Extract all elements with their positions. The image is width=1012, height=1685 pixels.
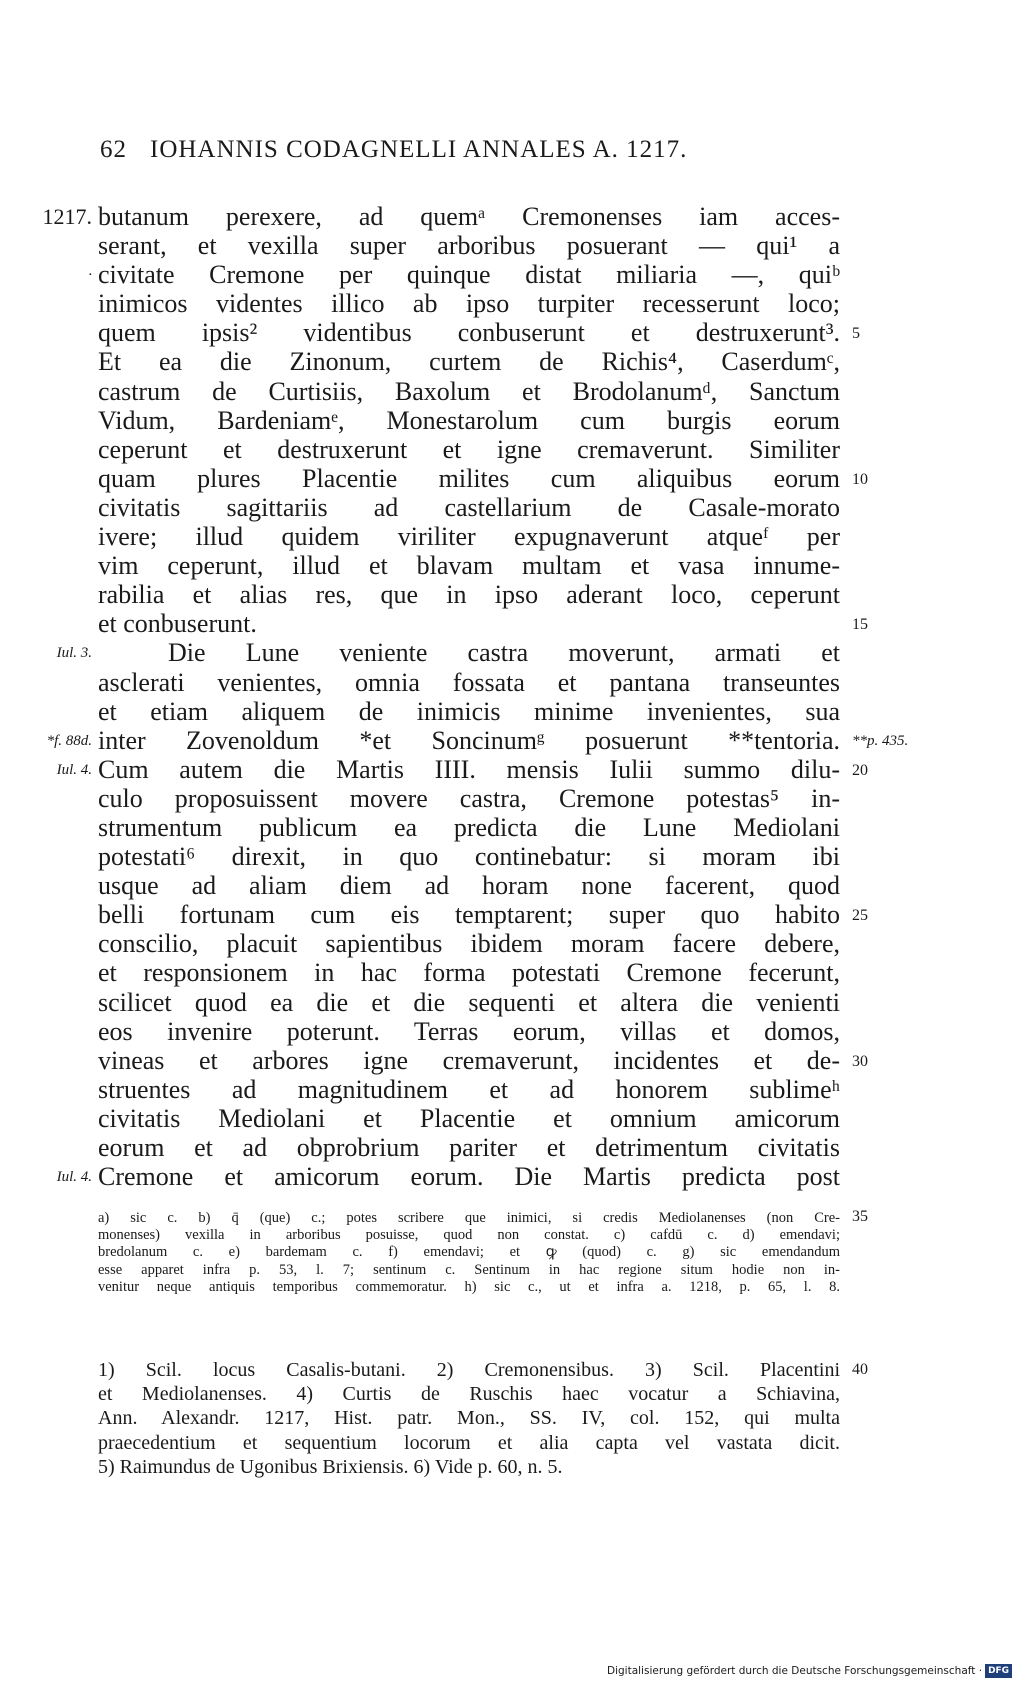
text-line	[98, 1455, 840, 1479]
line-text: eos invenire poterunt. Terras eorum, villas et domos,	[98, 1016, 840, 1046]
page-header	[0, 136, 1000, 176]
text-line	[98, 813, 840, 842]
line-text: culo proposuissent movere castra, Cremone potestas⁵ in-	[98, 783, 840, 813]
text-line	[98, 842, 840, 871]
text-line	[98, 435, 840, 464]
text-line	[46, 725, 909, 755]
line-text: inter Zovenoldum *et Soncinumᵍ posuerunt **tentoria.	[98, 725, 840, 755]
text-line	[98, 1358, 868, 1382]
left-margin-note: Iul. 4.	[56, 761, 92, 778]
text-line	[98, 697, 840, 726]
line-text: quam plures Placentie milites cum aliquibus eorum	[98, 463, 840, 493]
left-margin-note: *f. 88d.	[46, 732, 92, 749]
text-line	[56, 1162, 840, 1192]
line-text: praecedentium et sequentium locorum et alia capta vel vastata dicit.	[98, 1431, 840, 1454]
text-line	[98, 406, 840, 435]
text-line	[98, 668, 840, 697]
footnotes	[98, 1358, 868, 1479]
line-text: rabilia et alias res, que in ipso aderant loco, ceperunt	[98, 580, 840, 610]
line-text: castrum de Curtisiis, Baxolum et Brodolanumᵈ, Sanctum	[98, 376, 840, 406]
line-text: eorum et ad obprobrium pariter et detrimentum civitatis	[98, 1133, 840, 1162]
line-text: conscilio, placuit sapientibus ibidem moram facere debere,	[98, 929, 840, 959]
line-text: et etiam aliquem de inimicis minime invenientes, sua	[98, 696, 840, 726]
credit-text: Digitalisierung gefördert durch die Deutsche Forschungsgemeinschaft ·	[607, 1665, 983, 1677]
text-line	[98, 347, 840, 376]
line-text: venitur neque antiquis temporibus commemoratur. h) sic c., ut et infra a. 1218, p. 65, l. 8.	[98, 1278, 840, 1295]
digitization-credit	[607, 1663, 1012, 1679]
line-text: inimicos videntes illico ab ipso turpiter recesserunt loco;	[98, 289, 840, 319]
text-line	[56, 638, 840, 668]
text-line	[98, 1406, 840, 1430]
line-text: bredolanum c. e) bardemam c. f) emendavi; et ꝙ (quod) c. g) sic emendandum	[98, 1244, 840, 1261]
line-text: 5) Raimundus de Ugonibus Brixiensis. 6) Vide p. 60, n. 5.	[98, 1455, 563, 1478]
text-line	[98, 929, 840, 958]
text-line	[98, 958, 840, 987]
line-number: 5	[852, 325, 860, 343]
text-line	[98, 871, 840, 900]
line-number: 25	[852, 907, 868, 925]
left-margin-note: 1217.	[42, 204, 92, 229]
text-line	[98, 463, 868, 493]
line-text: ceperunt et destruxerunt et igne cremaverunt. Similiter	[98, 434, 840, 464]
line-number: 20	[852, 761, 868, 779]
line-text: Cremone et amicorum eorum. Die Martis predicta post	[98, 1162, 840, 1192]
text-line	[98, 784, 840, 813]
text-line	[98, 1227, 840, 1244]
text-line	[98, 1133, 840, 1162]
text-line	[98, 900, 868, 930]
line-text: ivere; illud quidem viriliter expugnaverunt atqueᶠ per	[98, 522, 840, 552]
text-line	[98, 1017, 840, 1046]
line-text: civitatis sagittariis ad castellarium de Casale-morato	[98, 492, 840, 522]
text-line	[88, 260, 840, 290]
line-number: 40	[852, 1361, 868, 1378]
text-line	[98, 1208, 868, 1227]
text-line	[42, 202, 840, 231]
line-number: 30	[852, 1052, 868, 1070]
text-line	[98, 551, 840, 580]
text-line	[56, 754, 868, 784]
left-margin-note: Iul. 4.	[56, 1169, 92, 1186]
line-number: 35	[852, 1208, 868, 1225]
line-text: 1) Scil. locus Casalis-butani. 2) Cremonensibus. 3) Scil. Placentini	[98, 1359, 840, 1381]
line-text: butanum perexere, ad quemᵃ Cremonenses iam acces-	[98, 202, 840, 231]
text-line	[98, 1244, 840, 1261]
line-text: civitatis Mediolani et Placentie et omnium amicorum	[98, 1103, 840, 1133]
text-line	[98, 580, 840, 609]
line-text: Ann. Alexandr. 1217, Hist. patr. Mon., SS. IV, col. 152, qui multa	[98, 1407, 840, 1430]
line-text: vineas et arbores igne cremaverunt, incidentes et de-	[98, 1045, 840, 1075]
line-text: scilicet quod ea die et die sequenti et altera die venienti	[98, 987, 840, 1017]
line-text: strumentum publicum ea predicta die Lune Mediolani	[98, 812, 840, 842]
line-text: Die Lune veniente castra moverunt, armati et	[168, 638, 840, 668]
left-margin-note: Iul. 3.	[56, 645, 92, 662]
line-text: asclerati venientes, omnia fossata et pantana transeuntes	[98, 667, 840, 697]
line-text: et responsionem in hac forma potestati Cremone fecerunt,	[98, 958, 840, 988]
text-line	[98, 609, 868, 639]
line-text: Vidum, Bardeniamᵉ, Monestarolum cum burgis eorum	[98, 405, 840, 435]
text-line	[98, 1279, 840, 1296]
text-line	[98, 1104, 840, 1133]
text-line	[98, 988, 840, 1017]
line-text: Cum autem die Martis IIII. mensis Iulii summo dilu-	[98, 754, 840, 784]
text-line	[98, 493, 840, 522]
text-line	[98, 1262, 840, 1279]
text-line	[98, 522, 840, 551]
text-line	[98, 1431, 840, 1455]
text-line	[98, 377, 840, 406]
line-text: quem ipsis² videntibus conbuserunt et destruxerunt³.	[98, 318, 840, 348]
line-text: belli fortunam cum eis temptarent; super quo habito	[98, 900, 840, 930]
line-text: et Mediolanenses. 4) Curtis de Ruschis haec vocatur a Schiavina,	[98, 1383, 840, 1406]
line-text: a) sic c. b) q̄ (que) c.; potes scribere que inimici, si credis Mediolanenses (non Cre-	[98, 1210, 840, 1226]
text-line	[98, 1075, 840, 1104]
text-line	[98, 1045, 868, 1075]
text-line	[98, 289, 840, 318]
line-text: Et ea die Zinonum, curtem de Richis⁴, Caserdumᶜ,	[98, 347, 840, 377]
line-text: esse apparet infra p. 53, l. 7; sentinum c. Sentinum in hac regione situm hodie non in-	[98, 1261, 840, 1278]
text-line	[98, 231, 840, 260]
text-line	[98, 1382, 840, 1406]
line-number: 10	[852, 470, 868, 488]
dfg-logo: DFG	[985, 1664, 1012, 1678]
line-text: usque ad aliam diem ad horam none facerent, quod	[98, 871, 840, 901]
page-number: 62	[100, 136, 127, 163]
line-text: struentes ad magnitudinem et ad honorem sublimeʰ	[98, 1074, 840, 1104]
line-text: serant, et vexilla super arboribus posuerant — qui¹ a	[98, 231, 840, 261]
running-title: IOHANNIS CODAGNELLI ANNALES A. 1217.	[150, 136, 688, 163]
line-text: et conbuserunt.	[98, 609, 257, 639]
main-text	[42, 202, 909, 1192]
line-text: monenses) vexilla in arboribus posuisse, quod non constat. c) cafdū c. d) emendavi;	[98, 1227, 840, 1244]
right-margin-note: **p. 435.	[852, 732, 909, 749]
line-number: 15	[852, 616, 868, 634]
line-text: civitate Cremone per quinque distat miliaria —, quiᵇ	[98, 260, 840, 290]
line-text: potestati⁶ direxit, in quo continebatur: si moram ibi	[98, 842, 840, 872]
critical-apparatus	[98, 1208, 868, 1296]
left-margin-note: ·	[88, 267, 92, 284]
text-line	[98, 318, 860, 348]
line-text: vim ceperunt, illud et blavam multam et vasa innume-	[98, 551, 840, 581]
